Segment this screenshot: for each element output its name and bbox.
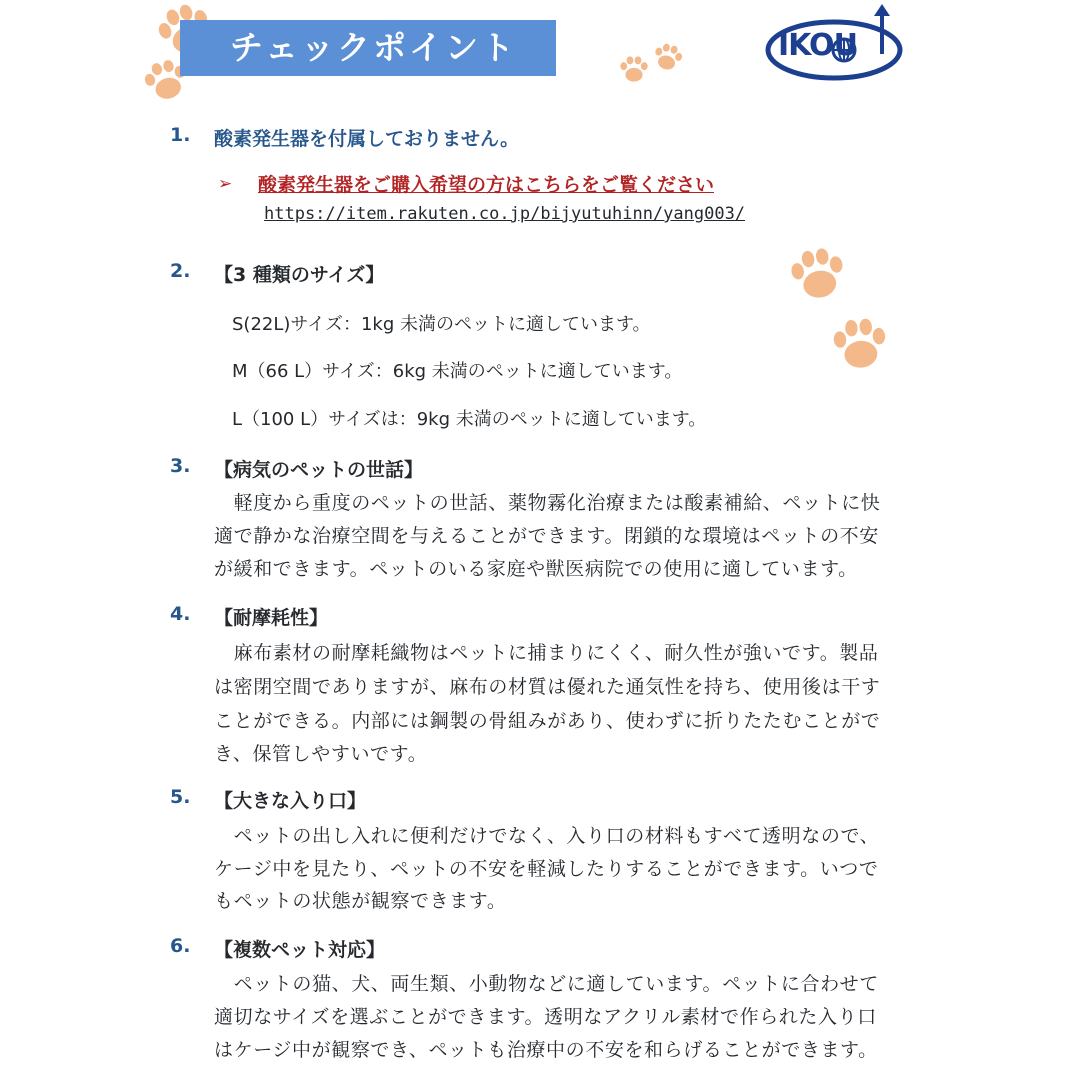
ikou-logo	[764, 4, 914, 84]
body-line: が緩和できます。ペットのいる家庭や獣医病院での使用に適しています。	[214, 558, 858, 580]
body-line: ペットの猫、犬、両生類、小動物などに適しています。ペットに合わせて	[214, 973, 879, 995]
body-line: 適で静かな治療空間を与えることができます。閉鎖的な環境はペットの不安	[214, 525, 879, 547]
body-line: 適切なサイズを選ぶことができます。透明なアクリル素材で作られた入り口	[214, 1006, 877, 1028]
section-title-banner: チェックポイント	[180, 20, 556, 76]
size-line-l: L（100 L）サイズは：9kg 未満のペットに適しています。	[232, 409, 707, 430]
body-line: ケージ中を見たり、ペットの不安を軽減したりすることができます。いつで	[214, 858, 879, 880]
body-line: は密閉空間でありますが、麻布の材質は優れた通気性を持ち、使用後は干す	[214, 676, 881, 698]
section-6	[170, 935, 930, 1070]
section-number: 1.	[170, 124, 191, 146]
section-number: 4.	[170, 603, 191, 625]
section-2	[170, 260, 930, 430]
section-heading: 酸素発生器を付属しておりません。	[214, 128, 520, 150]
section-3	[170, 455, 930, 585]
purchase-link[interactable]: 酸素発生器をご購入希望の方はこちらをご覧ください	[258, 174, 715, 196]
body-line: ペットの出し入れに便利だけでなく、入り口の材料もすべて透明なので、	[214, 825, 880, 847]
logo-text: IKOU	[778, 28, 857, 63]
section-heading: 【耐摩耗性】	[214, 607, 329, 629]
section-heading: 【大きな入り口】	[214, 790, 367, 812]
section-4	[170, 603, 930, 763]
body-line: 麻布素材の耐摩耗織物はペットに捕まりにくく、耐久性が強いです。製品	[214, 642, 879, 664]
section-heading: 【病気のペットの世話】	[214, 459, 424, 481]
size-line-m: M（66 L）サイズ：6kg 未満のペットに適しています。	[232, 361, 683, 382]
section-5	[170, 786, 930, 916]
body-line: 軽度から重度のペットの世話、薬物霧化治療または酸素補給、ペットに快	[214, 492, 881, 514]
section-number: 3.	[170, 455, 191, 477]
section-1	[170, 124, 930, 234]
section-number: 2.	[170, 260, 191, 282]
body-line: ことができる。内部には鋼製の骨組みがあり、使わずに折りたたむことがで	[214, 710, 881, 732]
section-number: 5.	[170, 786, 191, 808]
product-url-link[interactable]: https://item.rakuten.co.jp/bijyutuhinn/yang003/	[264, 204, 746, 224]
body-line: もペットの状態が観察できます。	[214, 890, 507, 912]
section-heading: 【複数ペット対応】	[214, 939, 386, 961]
section-heading: 【3 種類のサイズ】	[214, 264, 385, 286]
size-line-s: S(22L)サイズ：1kg 未満のペットに適しています。	[232, 314, 651, 335]
arrow-bullet-icon: ➢	[218, 174, 233, 194]
section-number: 6.	[170, 935, 191, 957]
body-line: はケージ中が観察でき、ペットも治療中の不安を和らげることができます。	[214, 1039, 878, 1061]
body-line: き、保管しやすいです。	[214, 743, 428, 765]
paw-print-icon	[648, 38, 688, 76]
